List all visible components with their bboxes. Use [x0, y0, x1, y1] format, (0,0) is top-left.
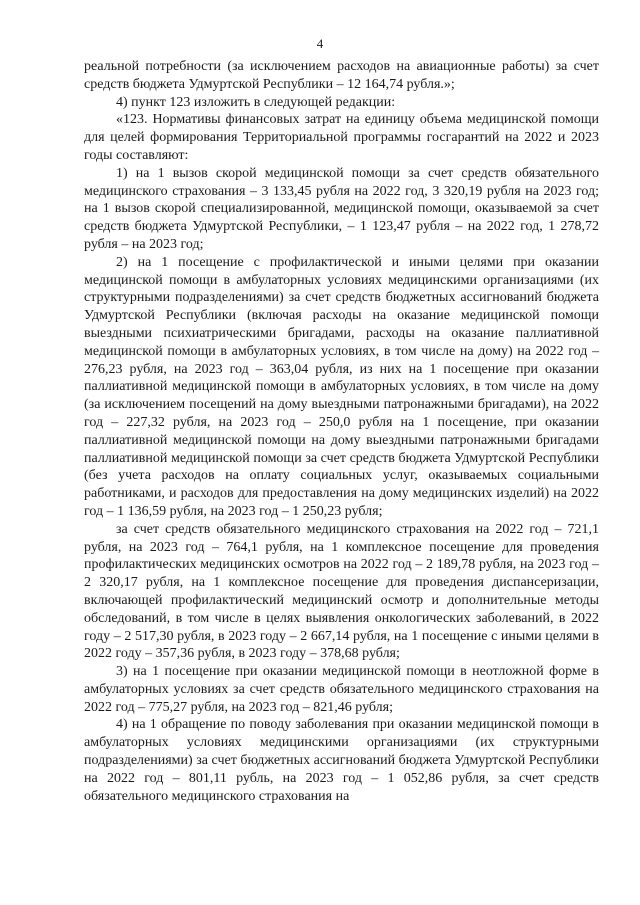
paragraph-amendment-intro: 4) пункт 123 изложить в следующей редакции:: [116, 94, 396, 110]
paragraph-item-2-oms: за счет средств обязательного медицинского страхования на 2022 год – 721,1 рубля, на 2023 год – 764,1 рубля, на 1 комплексное посещение для проведения профилактических медицинских осмотров на 2022 год – 2 189,78 рубля, на 2023 год – 2 320,17 рубля, на 1 комплексное посещение для проведения диспансеризации, включающей профилактический медицинский осмотр и дополнительные методы обследований, в том числе в целях выявления онкологических заболеваний, в 2022 году – 2 517,30 рубля, в 2023 году – 2 667,14 рубля, на 1 посещение с иными целями в 2022 году – 357,36 рубля, в 2023 году – 378,68 рубля;: [84, 521, 599, 662]
document-body: [84, 58, 599, 805]
paragraph-continuation: реальной потребности (за исключением расходов на авиационные работы) за счет средств бюджета Удмуртской Республики – 12 164,74 рубля.»;: [84, 59, 599, 92]
paragraph-item-4: 4) на 1 обращение по поводу заболевания при оказании медицинской помощи в амбулаторных условиях медицинскими организациями (их структурными подразделениями) за счет бюджетных ассигнований бюджета Удмуртской Республики на 2022 год – 801,11 рубль, на 2023 год – 1 052,86 рубля, за счет средств обязательного медицинского страхования на: [84, 717, 599, 804]
paragraph-item-1: 1) на 1 вызов скорой медицинской помощи за счет средств обязательного медицинского страхования – 3 133,45 рубля на 2022 год, 3 320,19 рубля на 2023 год; на 1 вызов скорой специализированной, медицинской помощи, оказываемой за счет средств бюджета Удмуртской Республики, – 1 123,47 рубля – на 2022 год, 1 278,72 рубля – на 2023 год;: [84, 165, 599, 252]
page-number: 4: [316, 36, 324, 51]
paragraph-item-2: 2) на 1 посещение с профилактической и иными целями при оказании медицинской помощи в амбулаторных условиях медицинскими организациями (их структурными подразделениями) за счет средств бюджетных ассигнований бюджета Удмуртской Республики (включая расходы на оказание медицинской помощи выездными психиатрическими бригадами, расходы на оказание паллиативной медицинской помощи в амбулаторных условиях, в том числе на дому) на 2022 год – 276,23 рубля, на 2023 год – 363,04 рубля, из них на 1 посещение при оказании паллиативной медицинской помощи в амбулаторных условиях, в том числе на дому (за исключением посещений на дому выездными патронажными бригадами), на 2022 год – 227,32 рубля, на 2023 год – 250,0 рубля на 1 посещение, при оказании паллиативной медицинской помощи на дому выездными патронажными бригадами паллиативной медицинской помощи за счет средств бюджета Удмуртской Республики (без учета расходов на оплату социальных услуг, оказываемых социальными работниками, и расходов для предоставления на дому медицинских изделий) на 2022 год – 1 136,59 рубля, на 2023 год – 1 250,23 рубля;: [84, 254, 599, 519]
paragraph-item-3: 3) на 1 посещение при оказании медицинской помощи в неотложной форме в амбулаторных условиях за счет средств обязательного медицинского страхования на 2022 год – 775,27 рубля, на 2023 год – 821,46 рубля;: [84, 664, 599, 715]
paragraph-clause-123-heading: «123. Нормативы финансовых затрат на единицу объема медицинской помощи для целей формирования Территориальной программы госгарантий на 2022 и 2023 годы составляют:: [84, 112, 599, 163]
